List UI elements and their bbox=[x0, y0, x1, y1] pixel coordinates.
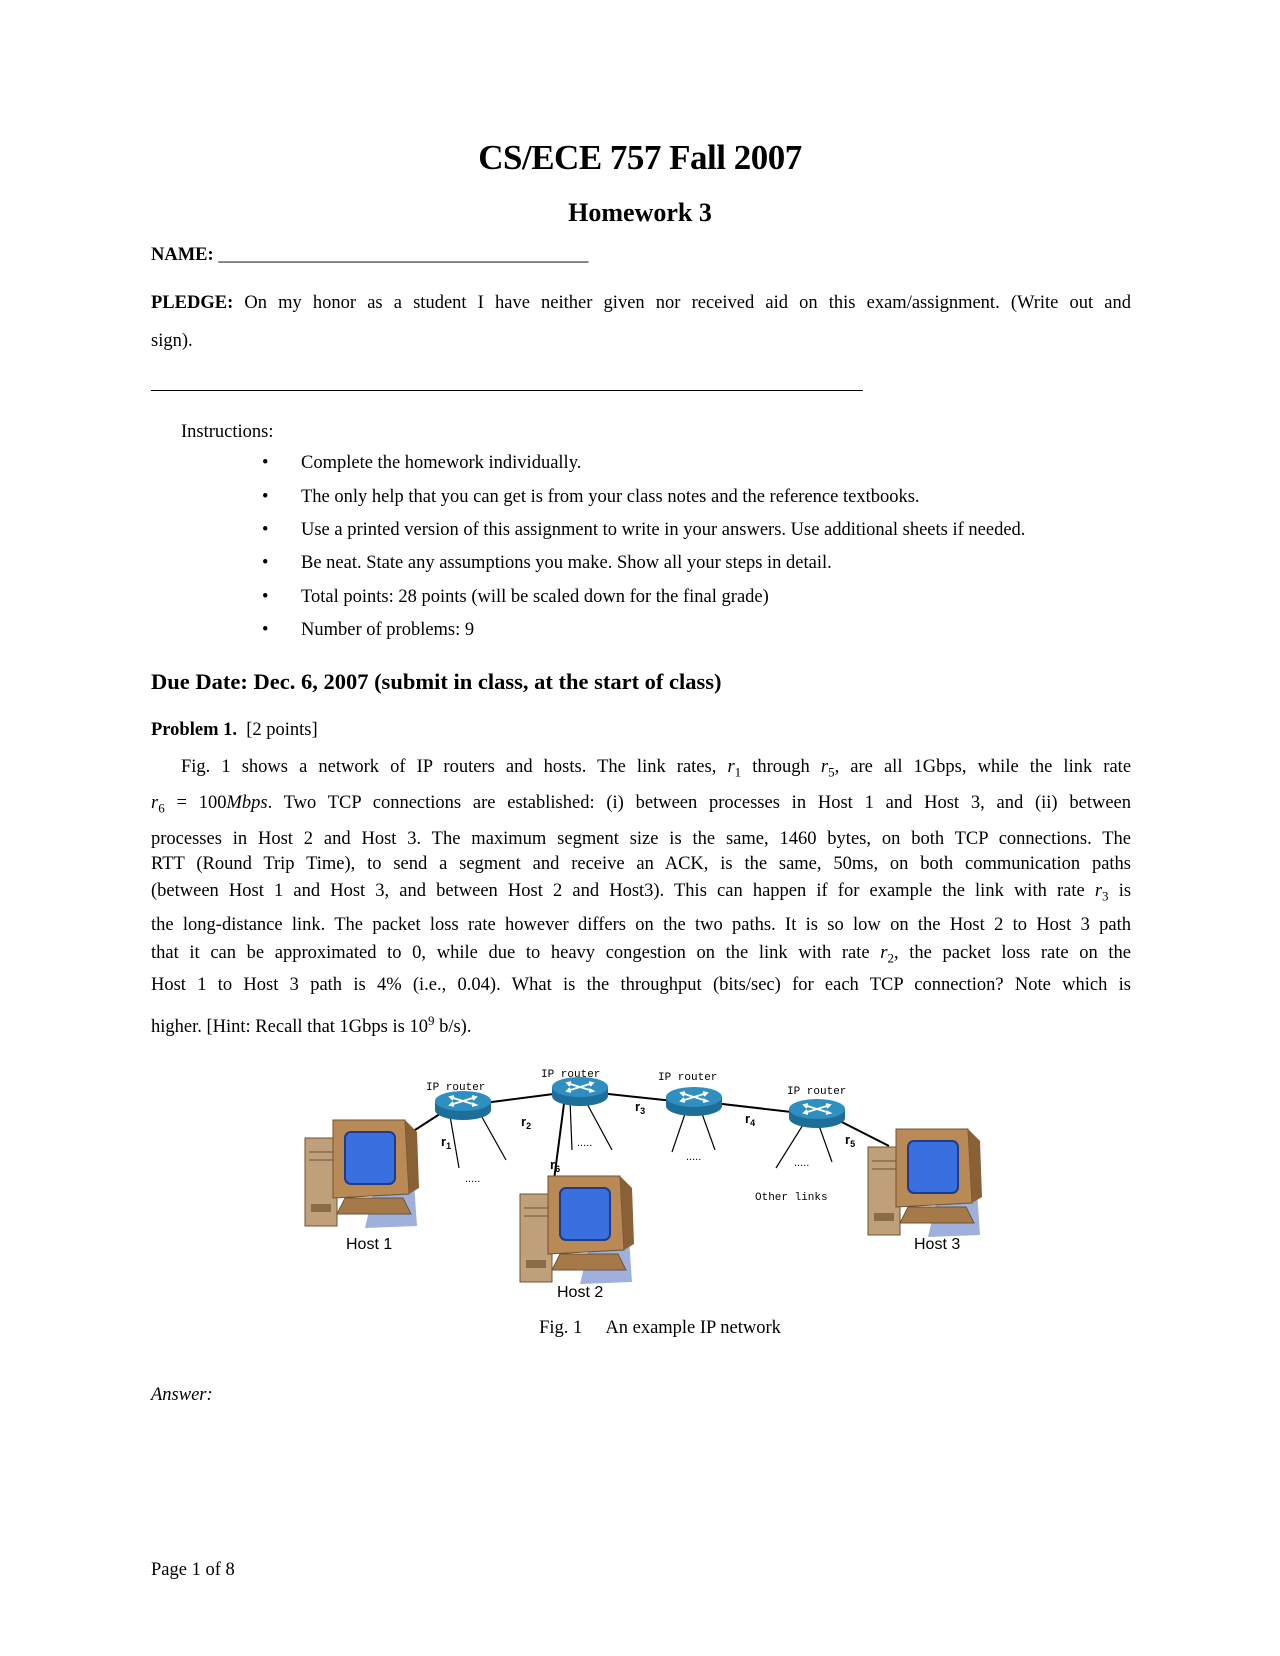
link-label-r3: $r_3$ bbox=[635, 1099, 646, 1116]
problem-line-6: the long-distance link. The packet loss rate however differs on the two paths. It is so low on the Host 2 to Host 3 path bbox=[151, 915, 1131, 935]
problem-text: through bbox=[752, 757, 810, 777]
pledge-label: PLEDGE: bbox=[151, 293, 234, 313]
var-r: r bbox=[727, 757, 735, 777]
instructions-heading: Instructions: bbox=[181, 422, 274, 442]
instruction-item: Use a printed version of this assignment to write in your answers. Use additional sheets if needed. bbox=[301, 520, 1026, 540]
host-label: Host 3 bbox=[914, 1236, 961, 1253]
problem-text: b/s). bbox=[439, 1017, 472, 1038]
power-base: 10 bbox=[409, 1017, 428, 1038]
var-sub: 3 bbox=[1102, 888, 1109, 904]
name-label: NAME: bbox=[151, 245, 214, 265]
page-title: CS/ECE 757 Fall 2007 bbox=[478, 138, 802, 177]
rate-value: 100 bbox=[198, 793, 227, 813]
equals: = bbox=[176, 793, 187, 813]
instruction-item: Number of problems: 9 bbox=[301, 620, 475, 640]
caption-text: An example IP network bbox=[605, 1318, 781, 1338]
router-label: IP router bbox=[787, 1086, 847, 1098]
router-label: IP router bbox=[426, 1082, 486, 1094]
link-label-r4: $r_4$ bbox=[745, 1111, 756, 1128]
router-icon bbox=[435, 1091, 491, 1120]
router-label: IP router bbox=[541, 1069, 601, 1081]
page-subtitle: Homework 3 bbox=[568, 198, 712, 227]
instruction-item: The only help that you can get is from your class notes and the reference textbooks. bbox=[301, 487, 920, 507]
page-number: Page 1 of 8 bbox=[151, 1560, 235, 1580]
var-r: r bbox=[880, 943, 888, 963]
pledge-line-2: sign). bbox=[151, 331, 193, 351]
link-label-r1: $r_1$ bbox=[441, 1134, 452, 1151]
bullet: • bbox=[262, 620, 269, 640]
problem-text: Fig. 1 shows a network of IP routers and hosts. The link rates, bbox=[181, 757, 717, 777]
problem-line-4: RTT (Round Trip Time), to send a segment and receive an ACK, is the same, 50ms, on both communication paths bbox=[151, 854, 1131, 874]
router-icon bbox=[552, 1077, 608, 1106]
problem-points: [2 points] bbox=[246, 720, 318, 740]
ellipsis-dots: ..... bbox=[686, 1151, 702, 1163]
answer-label: Answer: bbox=[151, 1385, 213, 1405]
due-date: Due Date: Dec. 6, 2007 (submit in class, at the start of class) bbox=[151, 669, 722, 694]
var-r: r bbox=[151, 793, 159, 813]
bullet: • bbox=[262, 453, 269, 473]
var-sub: 2 bbox=[887, 950, 894, 966]
bullet: • bbox=[262, 587, 269, 607]
computer-icon bbox=[520, 1176, 634, 1284]
problem-text: , the packet loss rate on the bbox=[893, 943, 1131, 963]
pledge-text: On my honor as a student I have neither given nor received aid on this exam/assignment. (Write out and bbox=[244, 293, 1131, 313]
problem-text: (between Host 1 and Host 3, and between Host 2 and Host3). This can happen if for example the link with rate bbox=[151, 881, 1085, 901]
bullet: • bbox=[262, 487, 269, 507]
router-icon bbox=[789, 1099, 845, 1128]
ellipsis-dots: ..... bbox=[577, 1137, 593, 1149]
rate-unit: Mbps bbox=[226, 793, 268, 813]
router-label: IP router bbox=[658, 1072, 718, 1084]
host-label: Host 1 bbox=[346, 1236, 393, 1253]
computer-icon bbox=[305, 1120, 419, 1228]
caption-number: Fig. 1 bbox=[539, 1318, 583, 1338]
bullet: • bbox=[262, 520, 269, 540]
problem-line-8: Host 1 to Host 3 path is 4% (i.e., 0.04). What is the throughput (bits/sec) for each TCP connection? Note which is bbox=[151, 975, 1131, 995]
power-exponent: 9 bbox=[427, 1013, 435, 1028]
ellipsis-dots: ..... bbox=[465, 1173, 481, 1185]
link-label-r2: $r_2$ bbox=[521, 1114, 532, 1131]
var-r: r bbox=[1094, 881, 1103, 901]
figure-caption bbox=[0, 1318, 1280, 1339]
bullet: • bbox=[262, 553, 269, 573]
computer-icon bbox=[868, 1129, 982, 1237]
problem-text: that it can be approximated to 0, while due to heavy congestion on the link with rate bbox=[151, 943, 870, 963]
name-blank: ________________________________________ bbox=[218, 245, 589, 265]
link-label-r6: $r_6$ bbox=[550, 1157, 561, 1174]
var-r: r bbox=[820, 757, 829, 777]
problem-label: Problem 1. bbox=[151, 720, 237, 740]
problem-text: . Two TCP connections are established: (i) between processes in Host 1 and Host 3, and (ii) between bbox=[267, 793, 1131, 813]
ellipsis-dots: ..... bbox=[794, 1157, 810, 1169]
var-sub: 5 bbox=[828, 764, 835, 780]
instruction-item: Complete the homework individually. bbox=[301, 453, 582, 473]
instruction-item: Total points: 28 points (will be scaled down for the final grade) bbox=[301, 587, 769, 607]
link-label-r5: $r_5$ bbox=[845, 1132, 856, 1149]
host-label: Host 2 bbox=[557, 1284, 604, 1301]
problem-line-3: processes in Host 2 and Host 3. The maximum segment size is the same, 1460 bytes, on both TCP connections. The bbox=[151, 829, 1131, 849]
other-links-label: Other links bbox=[755, 1192, 828, 1204]
problem-text: higher. [Hint: Recall that 1Gbps is bbox=[151, 1017, 405, 1038]
router-icon bbox=[666, 1087, 722, 1116]
problem-text: is bbox=[1118, 881, 1132, 901]
instruction-item: Be neat. State any assumptions you make. Show all your steps in detail. bbox=[301, 553, 832, 573]
var-sub: 1 bbox=[734, 764, 742, 780]
problem-text: , are all 1Gbps, while the link rate bbox=[834, 757, 1132, 777]
var-sub: 6 bbox=[158, 800, 165, 816]
